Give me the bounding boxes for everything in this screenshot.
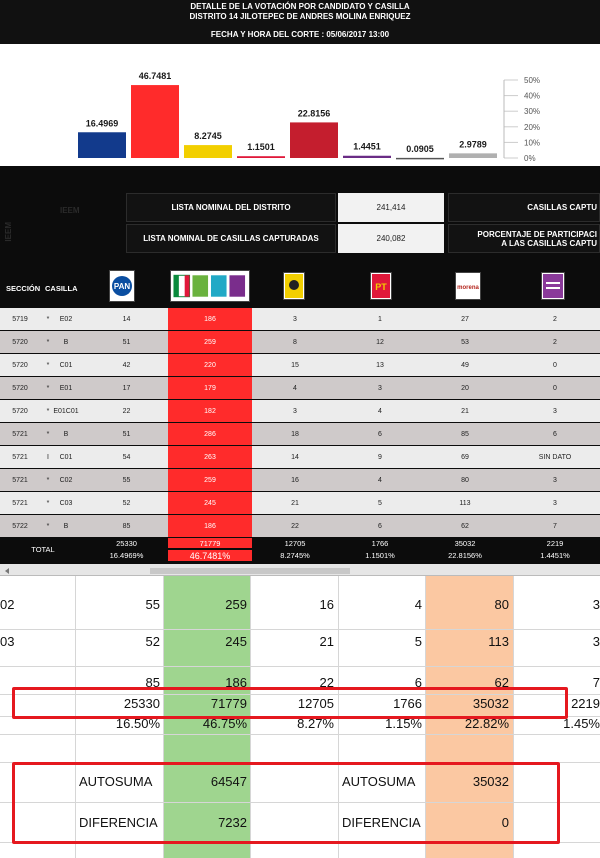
- cell-vote: 182: [168, 400, 252, 422]
- cell-vote: 62: [461, 522, 469, 530]
- cell-vote: 3: [553, 407, 557, 415]
- cell-casilla: B: [63, 522, 69, 530]
- svg-text:PAN: PAN: [113, 282, 131, 291]
- cell-casilla: C01: [59, 453, 73, 461]
- percent-value: 16.4969%: [109, 551, 144, 560]
- sheet-cell[interactable]: 55: [145, 597, 160, 612]
- pan-logo-icon: [109, 270, 135, 302]
- total-value: 1766: [371, 538, 389, 548]
- cell-vote: 14: [122, 315, 131, 323]
- lista-nominal-value: 241,414: [338, 193, 444, 222]
- pri-coalition-logo-icon: [170, 270, 250, 302]
- sheet-cell[interactable]: 85: [145, 675, 160, 690]
- cell-seccion: 5720: [12, 407, 28, 415]
- totals-highlight-box: [12, 687, 568, 719]
- cell-vote: 54: [122, 453, 131, 461]
- col-header-casilla: CASILLA: [45, 284, 78, 293]
- report-title: DETALLE DE LA VOTACIÓN POR CANDIDATO Y CASILLA: [190, 2, 410, 11]
- percent-value: 46.7481%: [168, 550, 252, 561]
- cell-vote: 4: [293, 384, 297, 392]
- lista-capturadas-value: 240,082: [338, 224, 444, 253]
- cell-vote: 6: [378, 522, 382, 530]
- sheet-cell[interactable]: 3: [592, 597, 600, 612]
- autosuma-value-left[interactable]: 64547: [210, 774, 247, 789]
- cell-casilla: E01C01: [53, 407, 79, 415]
- table-row: [0, 446, 600, 468]
- cell-vote: 21: [291, 499, 299, 507]
- cell-mark: *: [46, 499, 50, 507]
- chart-y-tick-label: 50%: [524, 76, 541, 85]
- vote-percent-chart: [68, 64, 578, 164]
- percent-value: 22.8156%: [448, 551, 482, 560]
- total-value: 71779: [168, 538, 252, 548]
- sheet-cell[interactable]: 113: [488, 634, 509, 649]
- sheet-cell[interactable]: 12705: [297, 696, 334, 711]
- cell-mark: *: [46, 338, 50, 346]
- chart-data-label: 46.7481: [138, 71, 172, 82]
- prd-logo-icon: [283, 272, 305, 300]
- cell-vote: 6: [378, 430, 382, 438]
- sheet-cell[interactable]: 1.15%: [385, 716, 422, 731]
- chart-bar: [343, 156, 391, 158]
- porcentaje-label: [448, 224, 600, 253]
- cell-vote: 4: [378, 476, 382, 484]
- horizontal-scrollbar[interactable]: [0, 564, 600, 576]
- table-row: [0, 469, 600, 491]
- cell-vote: 5: [378, 499, 382, 507]
- pt-logo-icon: [370, 272, 392, 300]
- cell-vote: 22: [122, 407, 131, 415]
- sheet-cell[interactable]: 35032: [472, 696, 509, 711]
- cell-vote: 0: [553, 384, 557, 392]
- cell-seccion: 5720: [12, 338, 28, 346]
- cell-vote: 2: [553, 338, 557, 346]
- chart-data-label: 1.1501: [247, 142, 275, 153]
- col-header-seccion: SECCIÓN: [6, 284, 41, 293]
- cell-vote: 21: [461, 407, 469, 415]
- cell-vote: 15: [291, 361, 299, 369]
- casillas-label: CASILLAS CAPTU: [448, 193, 600, 222]
- results-table: [0, 266, 600, 564]
- cell-vote: 259: [168, 469, 252, 491]
- info-panel: [0, 166, 600, 266]
- autosuma-value-right[interactable]: 35032: [472, 774, 509, 789]
- report-header: [0, 0, 600, 44]
- sheet-cell[interactable]: 25330: [123, 696, 160, 711]
- chart-bar: [396, 158, 444, 160]
- diferencia-value-right[interactable]: 0: [501, 815, 509, 830]
- chart-canvas: [68, 64, 578, 164]
- cell-vote: 27: [461, 315, 469, 323]
- chart-bar: [78, 132, 126, 158]
- chart-y-tick-label: 40%: [524, 91, 541, 101]
- percent-value: 8.2745%: [280, 551, 310, 560]
- cell-vote: 7: [553, 522, 557, 530]
- cell-seccion: 5721: [12, 430, 28, 438]
- independent-candidate-logo-icon: [541, 272, 565, 300]
- cell-mark: *: [46, 430, 50, 438]
- lista-nominal-label: LISTA NOMINAL DEL DISTRITO: [126, 193, 336, 222]
- sheet-cell[interactable]: 186: [225, 675, 247, 690]
- sheet-cell[interactable]: 7: [592, 675, 600, 690]
- cell-vote: 85: [122, 522, 131, 530]
- chart-bar: [290, 122, 338, 158]
- sheet-cell[interactable]: 3: [592, 634, 600, 649]
- cell-vote: 179: [168, 377, 252, 399]
- table-row: [0, 400, 600, 422]
- cell-vote: 6: [553, 430, 557, 438]
- cell-casilla: B: [63, 338, 69, 346]
- spreadsheet-view: [0, 576, 600, 858]
- cell-vote: 1: [378, 315, 382, 323]
- sheet-cell[interactable]: 2219: [571, 696, 600, 711]
- cell-vote: 259: [168, 331, 252, 353]
- autosuma-highlight-box: [12, 762, 560, 844]
- cell-vote: 85: [461, 430, 469, 438]
- total-value: 35032: [454, 538, 476, 548]
- chart-data-label: 16.4969: [85, 118, 119, 129]
- percent-value: 1.1501%: [365, 551, 395, 560]
- cell-mark: *: [46, 522, 50, 530]
- cell-vote: 55: [122, 476, 131, 484]
- table-row: [0, 377, 600, 399]
- sheet-cell[interactable]: 1.45%: [563, 716, 600, 731]
- cell-vote: 22: [291, 522, 299, 530]
- sheet-cell[interactable]: 80: [494, 597, 509, 612]
- sheet-cell[interactable]: 03: [0, 634, 15, 649]
- cell-vote: SIN DATO: [538, 453, 572, 461]
- cell-seccion: 5721: [12, 453, 28, 461]
- sheet-cell[interactable]: 62: [494, 675, 509, 690]
- chart-y-tick-label: 10%: [524, 138, 541, 148]
- sheet-cell[interactable]: 22: [319, 675, 334, 690]
- district-title: DISTRITO 14 JILOTEPEC DE ANDRES MOLINA ENRIQUEZ: [189, 12, 411, 21]
- autosuma-label-right: AUTOSUMA: [342, 774, 416, 789]
- cutoff-date: FECHA Y HORA DEL CORTE : 05/06/2017 13:00: [210, 30, 390, 39]
- chart-bar: [449, 153, 497, 158]
- cell-vote: 49: [461, 361, 469, 369]
- cell-vote: 245: [168, 492, 252, 514]
- cell-vote: 3: [553, 476, 557, 484]
- chart-bar: [184, 145, 232, 158]
- total-value: 2219: [546, 538, 564, 548]
- chart-y-tick-label: 0%: [524, 154, 536, 163]
- chart-data-label: 22.8156: [297, 108, 331, 119]
- cell-seccion: 5721: [12, 499, 28, 507]
- lista-capturadas-label: LISTA NOMINAL DE CASILLAS CAPTURADAS: [126, 224, 336, 253]
- cell-seccion: 5720: [12, 384, 28, 392]
- cell-vote: 52: [122, 499, 131, 507]
- table-row: [0, 308, 600, 330]
- cell-vote: 13: [376, 361, 384, 369]
- sheet-cell[interactable]: 22.82%: [464, 716, 509, 731]
- cell-vote: 2: [553, 315, 557, 323]
- diferencia-label-right: DIFERENCIA: [342, 815, 421, 830]
- cell-vote: 3: [293, 407, 297, 415]
- cell-vote: 263: [168, 446, 252, 468]
- cell-mark: I: [47, 453, 49, 461]
- cell-casilla: C02: [59, 476, 73, 484]
- cell-mark: *: [46, 315, 50, 323]
- cell-casilla: B: [63, 430, 69, 438]
- cell-casilla: C01: [59, 361, 73, 369]
- total-value: 25330: [116, 538, 137, 548]
- cell-vote: 113: [459, 499, 471, 507]
- svg-text:morena: morena: [457, 285, 479, 291]
- watermark: IEEM: [4, 222, 13, 242]
- cell-vote: 53: [461, 338, 469, 346]
- chart-data-label: 1.4451: [353, 141, 381, 152]
- sheet-cell[interactable]: 5: [414, 634, 422, 649]
- cell-vote: 8: [293, 338, 297, 346]
- sheet-cell[interactable]: 6: [414, 675, 422, 690]
- chart-bar: [131, 85, 179, 158]
- cell-vote: 0: [553, 361, 557, 369]
- cell-vote: 4: [378, 407, 382, 415]
- chart-y-tick-label: 30%: [524, 107, 541, 117]
- cell-vote: 3: [293, 315, 297, 323]
- chart-data-label: 0.0905: [406, 143, 434, 154]
- sheet-cell[interactable]: 16: [319, 597, 334, 612]
- table-row: [0, 354, 600, 376]
- cell-vote: 14: [291, 453, 299, 461]
- cell-vote: 9: [378, 453, 382, 461]
- cell-mark: *: [46, 361, 50, 369]
- table-row: [0, 492, 600, 514]
- percent-value: 1.4451%: [540, 551, 570, 560]
- porcentaje-label-line1: PORCENTAJE DE PARTICIPACI: [477, 229, 597, 239]
- sheet-cell[interactable]: 52: [145, 634, 160, 649]
- watermark: IEEM: [60, 206, 80, 215]
- cell-mark: *: [46, 476, 50, 484]
- cell-vote: 3: [378, 384, 382, 392]
- cell-vote: 42: [122, 361, 131, 369]
- cell-vote: 69: [461, 453, 469, 461]
- cell-mark: *: [46, 407, 50, 415]
- cell-casilla: C03: [59, 499, 73, 507]
- sheet-cell[interactable]: 02: [0, 597, 15, 612]
- cell-vote: 17: [122, 384, 131, 392]
- chart-bar: [237, 156, 285, 158]
- sheet-cell[interactable]: 16.50%: [115, 716, 160, 731]
- sheet-cell[interactable]: 21: [319, 634, 334, 649]
- cell-vote: 220: [168, 354, 252, 376]
- cell-vote: 3: [553, 499, 557, 507]
- porcentaje-label-line2: A LAS CASILLAS CAPTU: [501, 238, 597, 248]
- cell-seccion: 5720: [12, 361, 28, 369]
- cell-vote: 20: [461, 384, 469, 392]
- chart-data-label: 2.9789: [459, 139, 487, 150]
- sheet-cell[interactable]: 4: [414, 597, 422, 612]
- cell-vote: 186: [168, 308, 252, 330]
- cell-casilla: E02: [59, 315, 73, 323]
- cell-mark: *: [46, 384, 50, 392]
- total-value: 12705: [284, 538, 306, 548]
- chart-y-tick-label: 20%: [524, 122, 541, 132]
- cell-vote: 12: [376, 338, 384, 346]
- cell-vote: 51: [122, 430, 131, 438]
- diferencia-label-left: DIFERENCIA: [79, 815, 158, 830]
- autosuma-label-left: AUTOSUMA: [79, 774, 153, 789]
- table-row: [0, 515, 600, 537]
- chart-data-label: 8.2745: [194, 131, 222, 142]
- cell-seccion: 5722: [12, 522, 28, 530]
- sheet-cell[interactable]: 8.27%: [297, 716, 334, 731]
- sheet-cell[interactable]: 245: [225, 634, 247, 649]
- cell-casilla: E01: [59, 384, 73, 392]
- cell-vote: 18: [291, 430, 299, 438]
- sheet-cell[interactable]: 259: [225, 597, 247, 612]
- total-label: TOTAL: [31, 544, 55, 554]
- cell-vote: 16: [291, 476, 299, 484]
- cell-vote: 51: [122, 338, 131, 346]
- table-row: [0, 423, 600, 445]
- cell-vote: 186: [168, 515, 252, 537]
- sheet-cell[interactable]: 71779: [210, 696, 247, 711]
- cell-seccion: 5721: [12, 476, 28, 484]
- sheet-cell[interactable]: 1766: [393, 696, 422, 711]
- svg-text:PT: PT: [375, 282, 387, 292]
- sheet-cell[interactable]: 46.75%: [202, 716, 247, 731]
- morena-logo-icon: [455, 272, 481, 300]
- cell-seccion: 5719: [12, 315, 28, 323]
- cell-vote: 80: [461, 476, 469, 484]
- table-row: [0, 331, 600, 353]
- diferencia-value-left[interactable]: 7232: [218, 815, 247, 830]
- cell-vote: 286: [168, 423, 252, 445]
